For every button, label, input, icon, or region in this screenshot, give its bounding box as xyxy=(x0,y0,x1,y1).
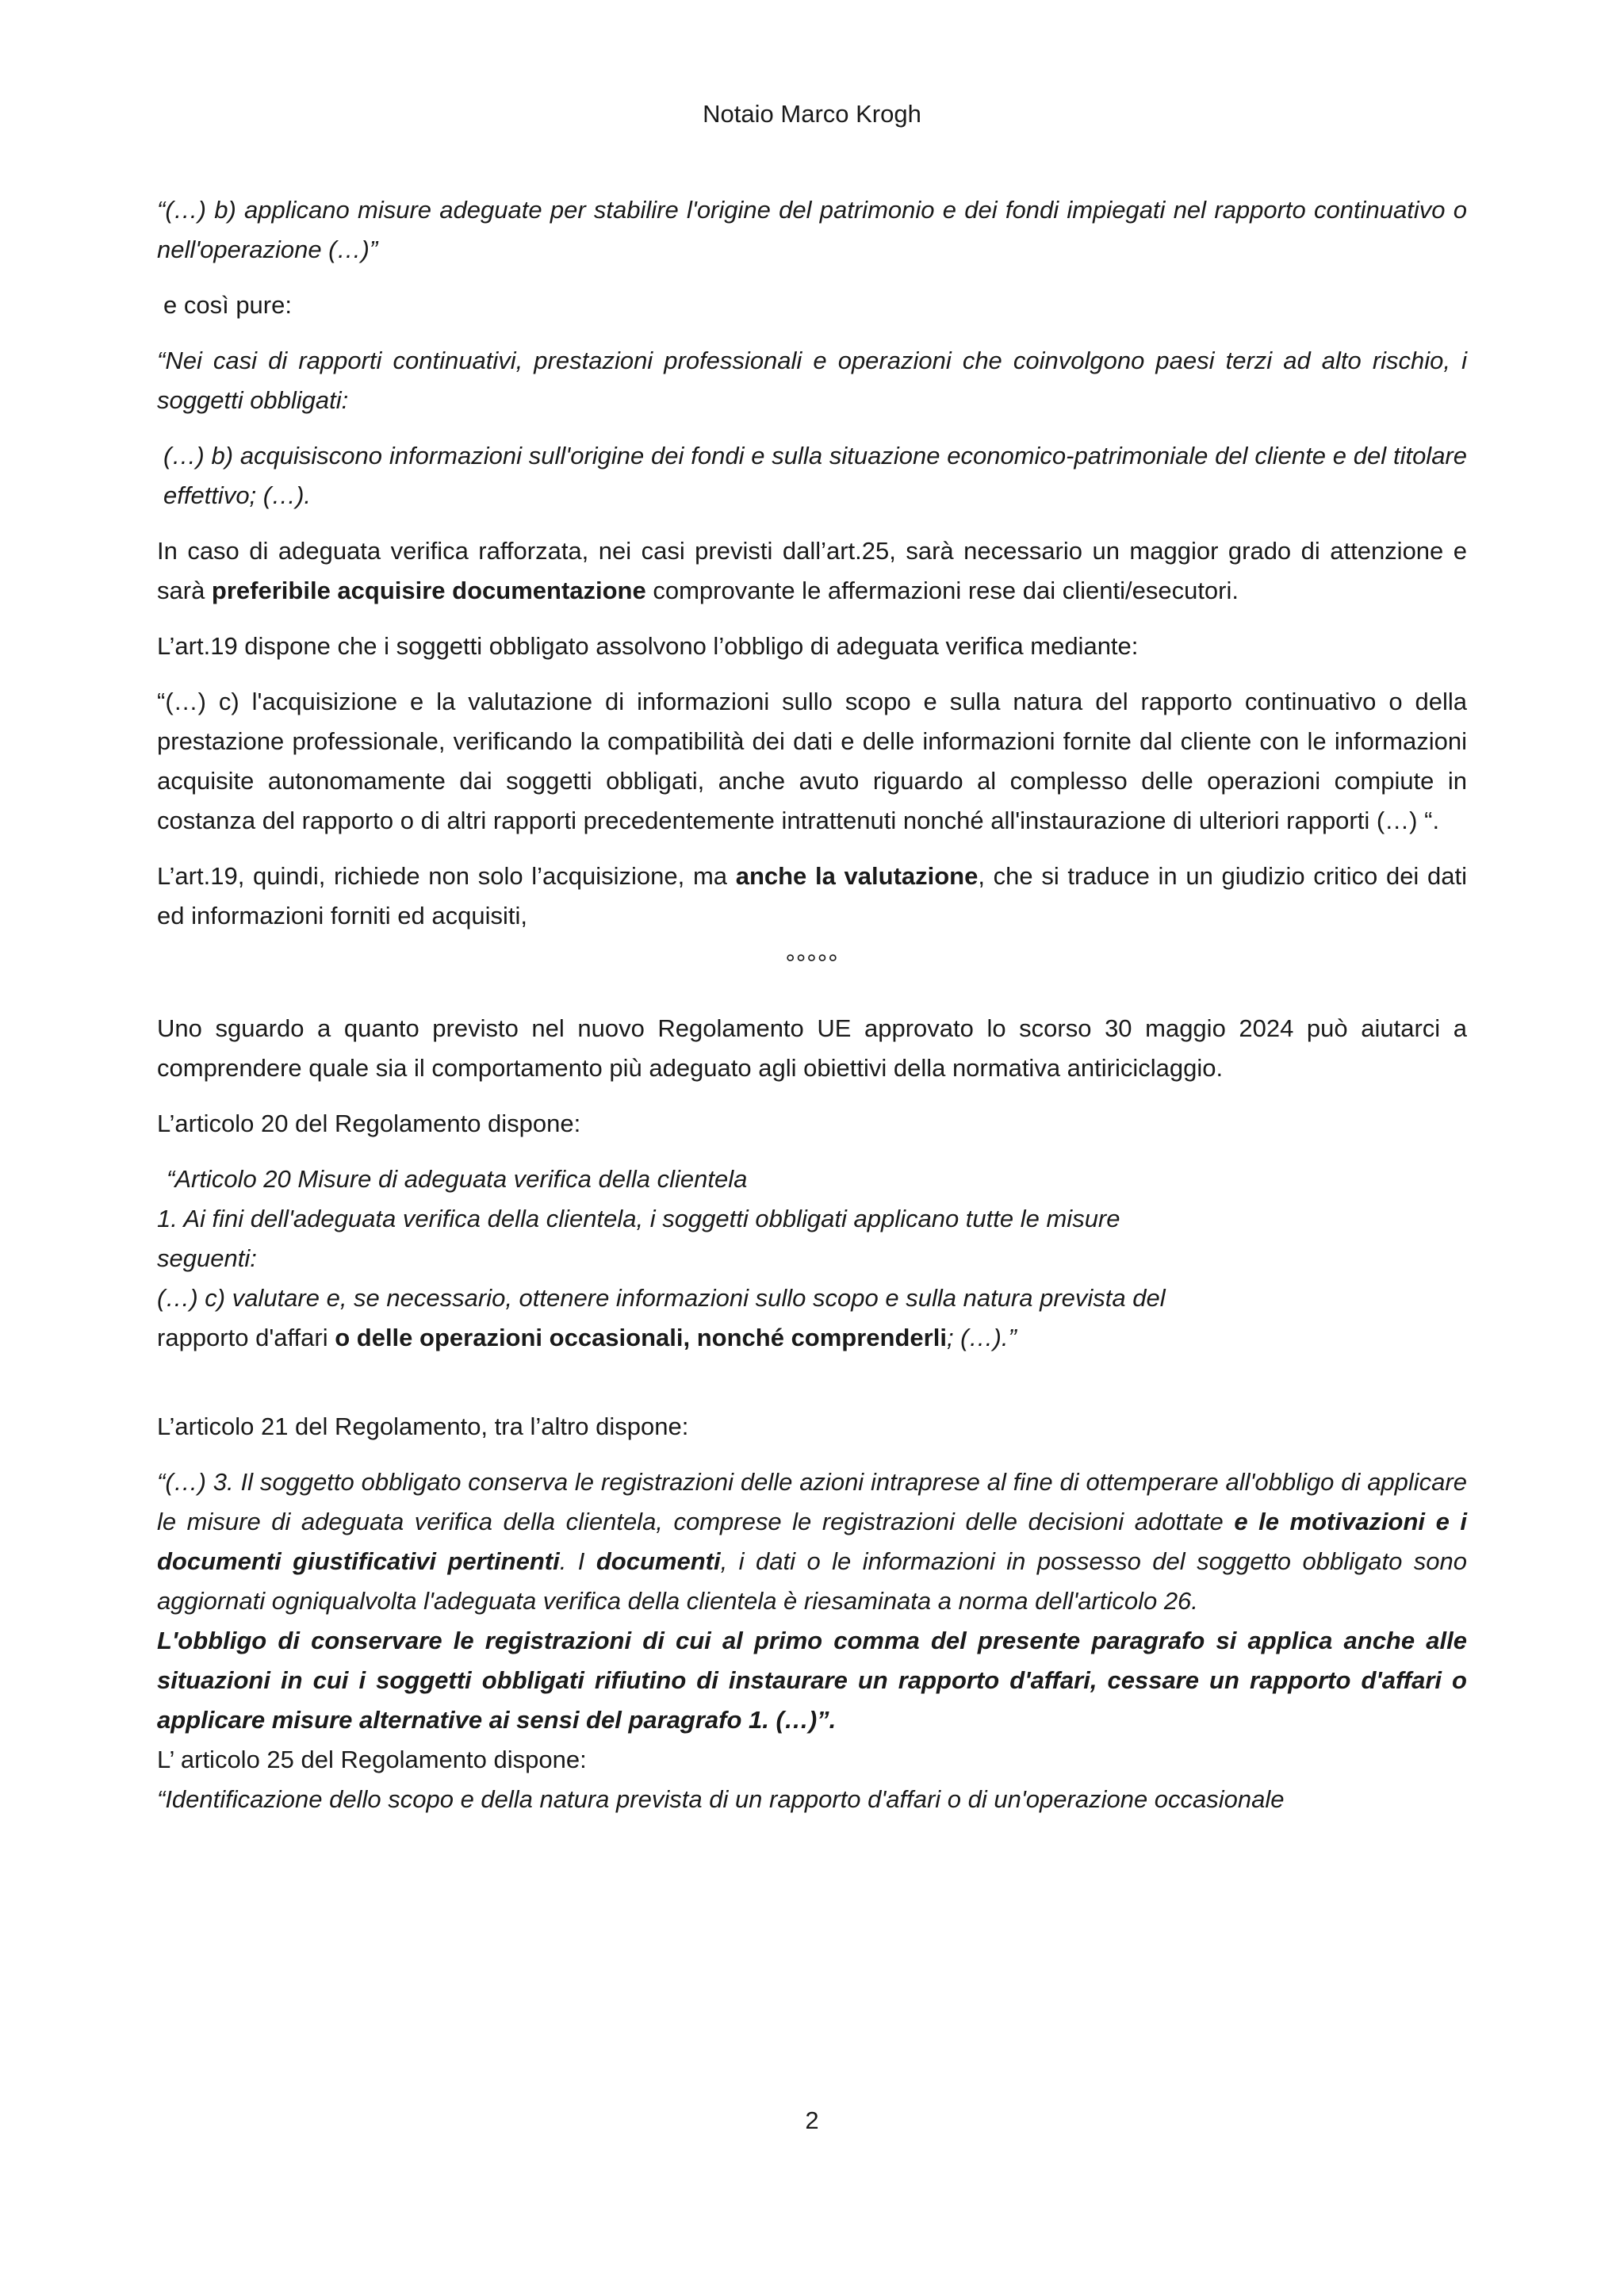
article-20-line-5-text-c: ; (…).” xyxy=(946,1324,1017,1351)
paragraph-6: L’art.19 dispone che i soggetti obbligato assolvono l’obbligo di adeguata verifica mediante: xyxy=(157,632,1139,660)
page-header: Notaio Marco Krogh xyxy=(703,100,921,128)
paragraph-12-text-c: . I xyxy=(559,1547,596,1575)
paragraph-9: Uno sguardo a quanto previsto nel nuovo Regolamento UE approvato lo scorso 30 maggio 2024 può aiutarci a comprendere quale sia il comportamento più adeguato agli obiettivi della normativa antiriciclaggio. xyxy=(157,1014,1467,1082)
paragraph-5-bold: preferibile acquisire documentazione xyxy=(211,577,646,604)
paragraph-5-text-c: comprovante le affermazioni rese dai clienti/esecutori. xyxy=(645,577,1239,604)
quote-paragraph-4: (…) b) acquisiscono informazioni sull'origine dei fondi e sulla situazione economico-patrimoniale del cliente e del titolare effettivo; (…). xyxy=(163,442,1467,509)
paragraph-8-text-c: , che si traduce in un giudizio critico dei dati ed informazioni forniti ed acquisiti, xyxy=(157,862,1467,930)
paragraph-12-bold-d: documenti xyxy=(596,1547,721,1575)
document-body xyxy=(157,190,1467,1819)
article-20-line-3: seguenti: xyxy=(157,1244,257,1272)
quote-paragraph-15: “Identificazione dello scopo e della natura prevista di un rapporto d'affari o di un'operazione occasionale xyxy=(157,1785,1285,1813)
article-20-line-1: “Articolo 20 Misure di adeguata verifica della clientela xyxy=(167,1165,748,1193)
section-separator: °°°°° xyxy=(785,949,839,977)
quote-paragraph-13: L'obbligo di conservare le registrazioni di cui al primo comma del presente paragrafo si applica anche alle situazioni in cui i soggetti obbligati rifiutino di instaurare un rapporto d'affari, cessare un rapporto d'affari o applicare misure alternative ai sensi del paragrafo 1. (…)”. xyxy=(157,1627,1467,1734)
article-20-line-2: 1. Ai fini dell'adeguata verifica della clientela, i soggetti obbligati applicano tutte le misure xyxy=(157,1205,1120,1232)
paragraph-5 xyxy=(157,531,1467,611)
quote-paragraph-1: “(…) b) applicano misure adeguate per stabilire l'origine del patrimonio e dei fondi impiegati nel rapporto continuativo o nell'operazione (…)” xyxy=(157,196,1467,263)
quote-paragraph-7: “(…) c) l'acquisizione e la valutazione di informazioni sullo scopo e sulla natura del rapporto continuativo o della prestazione professionale, verificando la compatibilità dei dati e delle informazioni fornite dal cliente con le informazioni acquisite autonomamente dai soggetti obbligati, anche avuto riguardo al complesso delle operazioni compiute in costanza del rapporto o di altri rapporti precedentemente intrattenuti nonché all'instaurazione di ulteriori rapporti (…) “. xyxy=(157,688,1467,834)
paragraph-14: L’ articolo 25 del Regolamento dispone: xyxy=(157,1746,587,1773)
article-20-line-5 xyxy=(157,1318,1467,1358)
paragraph-12-text-a: “(…) 3. Il soggetto obbligato conserva le registrazioni delle azioni intraprese al fine di ottemperare all'obbligo di applicare le misure di adeguata verifica della clientela, comprese le registrazioni delle decisioni adottate xyxy=(157,1468,1467,1535)
quote-paragraph-3: “Nei casi di rapporti continuativi, prestazioni professionali e operazioni che coinvolgono paesi terzi ad alto rischio, i soggetti obbligati: xyxy=(157,347,1467,414)
quote-paragraph-12 xyxy=(157,1462,1467,1621)
article-20-line-5-text-a: rapporto d'affari xyxy=(157,1324,335,1351)
paragraph-8-text-a: L’art.19, quindi, richiede non solo l’acquisizione, ma xyxy=(157,862,736,890)
article-20-quote xyxy=(157,1159,1467,1358)
paragraph-8-bold: anche la valutazione xyxy=(735,862,979,890)
paragraph-8 xyxy=(157,857,1467,936)
paragraph-12-bold-b: e le motivazioni e i documenti giustificativi pertinenti xyxy=(157,1508,1467,1575)
paragraph-12-text-e: , i dati o le informazioni in possesso del soggetto obbligato sono aggiornati ogniqualvolta l'adeguata verifica della clientela è riesaminata a norma dell'articolo 26. xyxy=(157,1547,1468,1615)
article-20-line-4: (…) c) valutare e, se necessario, ottenere informazioni sullo scopo e sulla natura prevista del xyxy=(157,1284,1166,1312)
paragraph-5-text-a: In caso di adeguata verifica rafforzata, nei casi previsti dall’art.25, sarà necessario un maggior grado di attenzione e sarà xyxy=(157,537,1467,604)
page-number: 2 xyxy=(805,2106,819,2134)
paragraph-10: L’articolo 20 del Regolamento dispone: xyxy=(157,1110,581,1137)
paragraph-11: L’articolo 21 del Regolamento, tra l’altro dispone: xyxy=(157,1412,689,1440)
paragraph-2: e così pure: xyxy=(163,291,292,319)
article-20-line-5-bold: o delle operazioni occasionali, nonché comprenderli xyxy=(335,1324,947,1351)
